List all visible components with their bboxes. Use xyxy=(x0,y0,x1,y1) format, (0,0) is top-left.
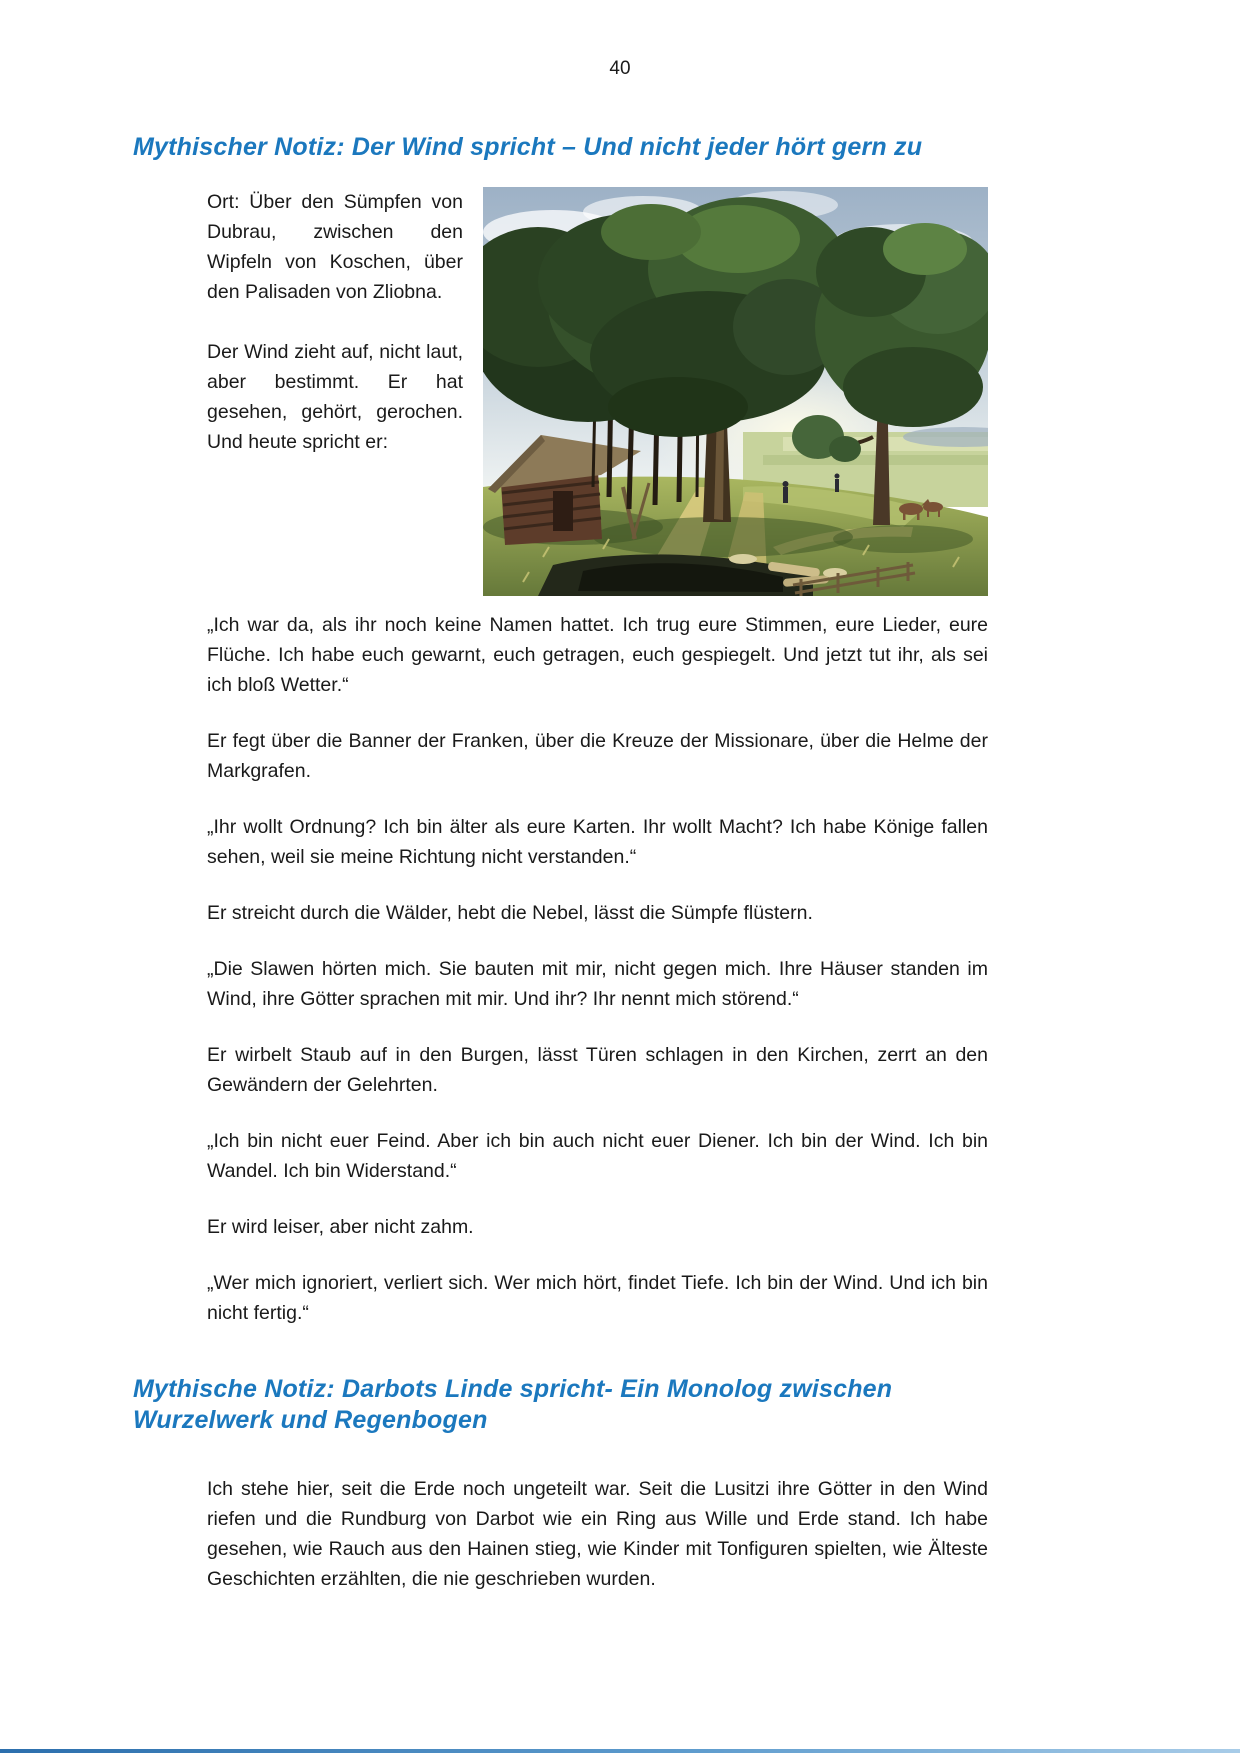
paragraph: Er fegt über die Banner der Franken, über die Kreuze der Missionare, über die Helme der Markgrafen. xyxy=(207,730,988,782)
paragraph: „Die Slawen hörten mich. Sie bauten mit mir, nicht gegen mich. Ihre Häuser standen im Wind, ihre Götter sprachen mit mir. Und ihr? Ihr nennt mich störend.“ xyxy=(207,958,988,1010)
landscape-painting-figure xyxy=(483,187,988,596)
paragraph: „Ich war da, als ihr noch keine Namen hattet. Ich trug eure Stimmen, eure Lieder, eure Flüche. Ich habe euch gewarnt, euch getragen, euch gespiegelt. Und jetzt tut ihr, als sei ich bloß Wetter.“ xyxy=(207,614,988,696)
section-wind-content xyxy=(207,187,988,1328)
paragraph: „Wer mich ignoriert, verliert sich. Wer mich hört, findet Tiefe. Ich bin der Wind. Und ich bin nicht fertig.“ xyxy=(207,1272,988,1324)
page-bottom-border xyxy=(0,1749,1240,1753)
intro-paragraph: Der Wind zieht auf, nicht laut, aber bestimmt. Er hat gesehen, gehört, gerochen. Und heute spricht er: xyxy=(207,341,463,453)
paragraph: Er wird leiser, aber nicht zahm. xyxy=(207,1216,474,1238)
paragraph: Ich stehe hier, seit die Erde noch ungeteilt war. Seit die Lusitzi ihre Götter in den Wind riefen und die Rundburg von Darbot wie ein Ring aus Wille und Erde stand. Ich habe gesehen, wie Rauch aus den Hainen stieg, wie Kinder mit Tonfiguren spielten, wie Älteste Geschichten erzählten, die nie geschrieben wurden. xyxy=(207,1478,988,1590)
paragraph: „Ihr wollt Ordnung? Ich bin älter als eure Karten. Ihr wollt Macht? Ich habe Könige fallen sehen, weil sie meine Richtung nicht verstanden.“ xyxy=(207,816,988,868)
paragraph: Er wirbelt Staub auf in den Burgen, lässt Türen schlagen in den Kirchen, zerrt an den Gewändern der Gelehrten. xyxy=(207,1044,988,1096)
page-number: 40 xyxy=(609,58,631,79)
paragraph: „Ich bin nicht euer Feind. Aber ich bin auch nicht euer Diener. Ich bin der Wind. Ich bin Wandel. Ich bin Widerstand.“ xyxy=(207,1130,988,1182)
section-heading-wind: Mythischer Notiz: Der Wind spricht – Und nicht jeder hört gern zu xyxy=(133,133,923,161)
intro-paragraph: Ort: Über den Sümpfen von Dubrau, zwischen den Wipfeln von Koschen, über den Palisaden von Zliobna. xyxy=(207,191,463,303)
landscape-painting xyxy=(483,187,988,596)
paragraph: Er streicht durch die Wälder, hebt die Nebel, lässt die Sümpfe flüstern. xyxy=(207,902,813,924)
section-heading-linde: Mythische Notiz: Darbots Linde spricht- Ein Monolog zwischen Wurzelwerk und Regenbogen xyxy=(133,1375,893,1434)
section-linde-content xyxy=(207,1474,988,1594)
